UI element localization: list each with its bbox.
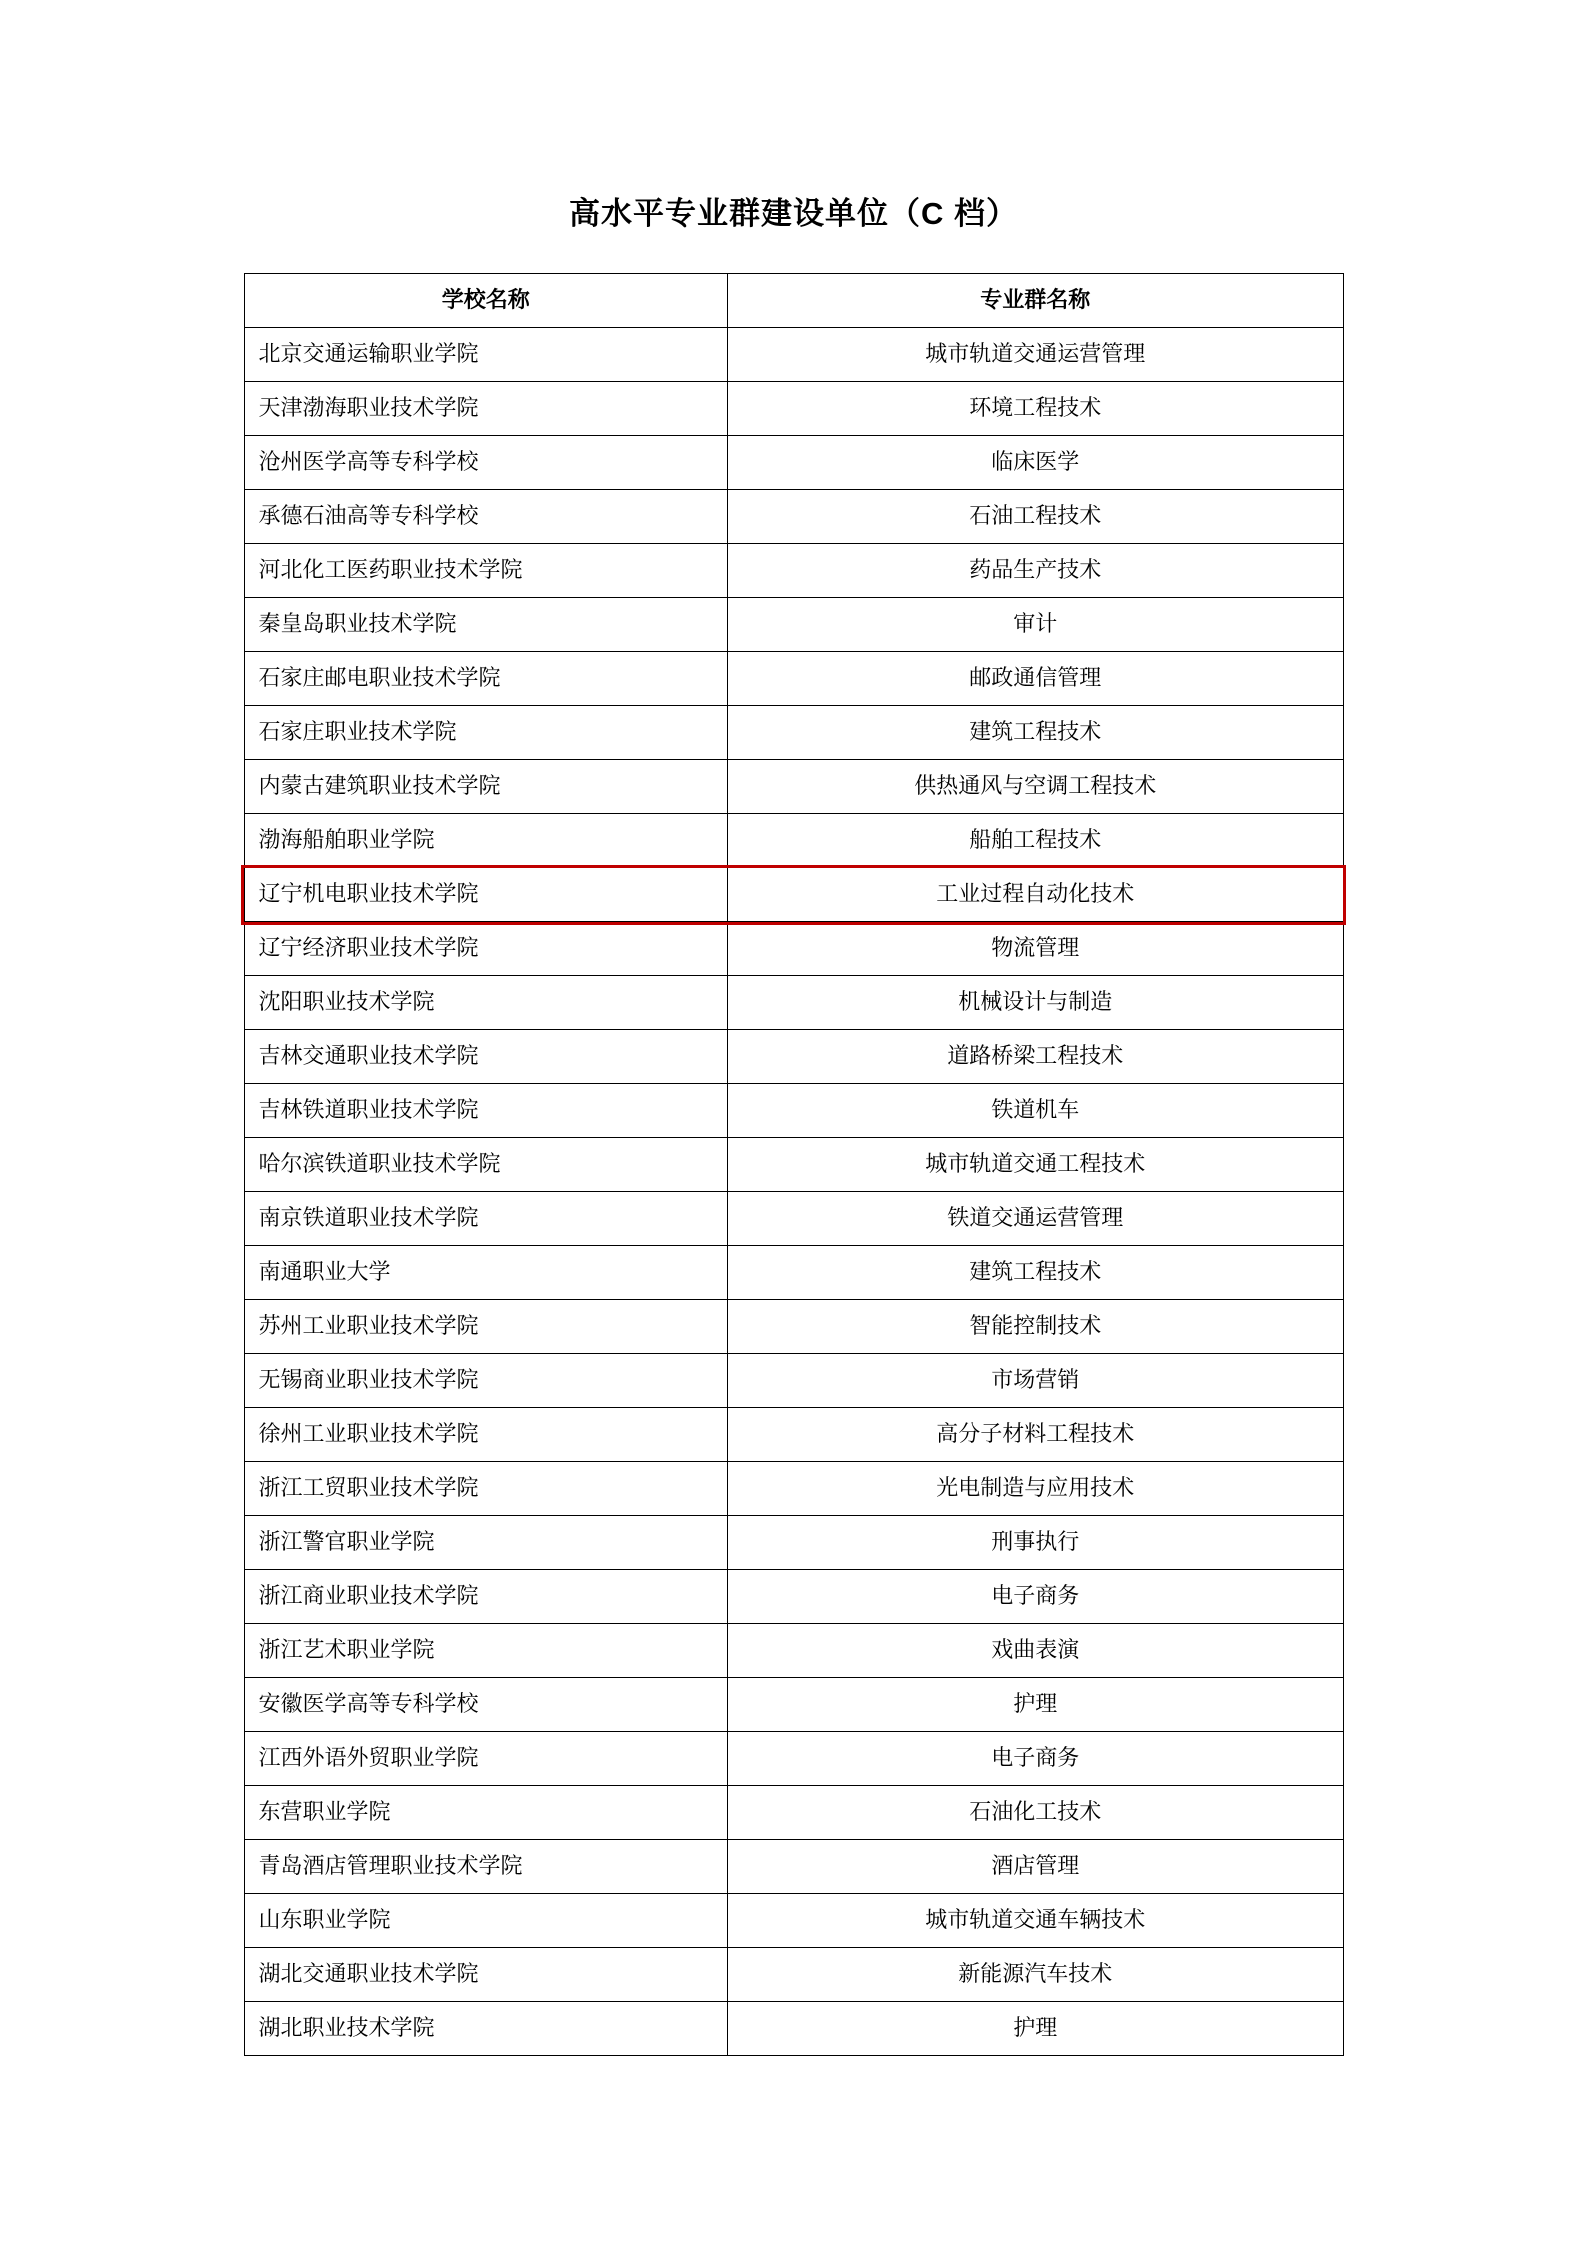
cell-group-name: 城市轨道交通运营管理: [728, 328, 1343, 382]
table-row: [244, 382, 1343, 436]
cell-group-name: 高分子材料工程技术: [728, 1408, 1343, 1462]
table-row: [244, 1624, 1343, 1678]
cell-school-name: 秦皇岛职业技术学院: [244, 598, 728, 652]
page-title: 高水平专业群建设单位（C 档）: [569, 196, 1018, 231]
cell-school-name: 浙江艺术职业学院: [244, 1624, 728, 1678]
table-row: [244, 922, 1343, 976]
table-row: [244, 1678, 1343, 1732]
table-row: [244, 814, 1343, 868]
cell-school-name: 河北化工医药职业技术学院: [244, 544, 728, 598]
cell-school-name: 吉林铁道职业技术学院: [244, 1084, 728, 1138]
cell-group-name: 新能源汽车技术: [728, 1948, 1343, 2002]
table-row: [244, 328, 1343, 382]
cell-school-name: 无锡商业职业技术学院: [244, 1354, 728, 1408]
cell-group-name: 戏曲表演: [728, 1624, 1343, 1678]
cell-school-name: 江西外语外贸职业学院: [244, 1732, 728, 1786]
cell-group-name: 石油工程技术: [728, 490, 1343, 544]
table-row: [244, 2002, 1343, 2056]
table-row: [244, 1084, 1343, 1138]
cell-group-name: 临床医学: [728, 436, 1343, 490]
cell-group-name: 护理: [728, 1678, 1343, 1732]
table-row: [244, 1192, 1343, 1246]
table-row: [244, 1408, 1343, 1462]
cell-school-name: 哈尔滨铁道职业技术学院: [244, 1138, 728, 1192]
column-header-school: 学校名称: [244, 274, 728, 328]
cell-group-name: 光电制造与应用技术: [728, 1462, 1343, 1516]
cell-school-name: 浙江工贸职业技术学院: [244, 1462, 728, 1516]
cell-school-name: 石家庄邮电职业技术学院: [244, 652, 728, 706]
cell-group-name: 建筑工程技术: [728, 1246, 1343, 1300]
cell-school-name: 东营职业学院: [244, 1786, 728, 1840]
cell-school-name: 沈阳职业技术学院: [244, 976, 728, 1030]
cell-school-name: 南通职业大学: [244, 1246, 728, 1300]
cell-school-name: 辽宁机电职业技术学院: [244, 868, 728, 922]
cell-group-name: 智能控制技术: [728, 1300, 1343, 1354]
cell-group-name: 市场营销: [728, 1354, 1343, 1408]
cell-school-name: 浙江警官职业学院: [244, 1516, 728, 1570]
table-row: [244, 652, 1343, 706]
table-row: [244, 1354, 1343, 1408]
table-row: [244, 1840, 1343, 1894]
cell-group-name: 供热通风与空调工程技术: [728, 760, 1343, 814]
cell-group-name: 城市轨道交通工程技术: [728, 1138, 1343, 1192]
table-row: [244, 436, 1343, 490]
table-row: [244, 1462, 1343, 1516]
table-header-row: [244, 274, 1343, 328]
table-container: [244, 273, 1344, 2056]
cell-group-name: 石油化工技术: [728, 1786, 1343, 1840]
table-row: [244, 1516, 1343, 1570]
cell-group-name: 酒店管理: [728, 1840, 1343, 1894]
table-row: [244, 598, 1343, 652]
cell-group-name: 邮政通信管理: [728, 652, 1343, 706]
cell-group-name: 药品生产技术: [728, 544, 1343, 598]
cell-school-name: 沧州医学高等专科学校: [244, 436, 728, 490]
cell-group-name: 工业过程自动化技术: [728, 868, 1343, 922]
table-row: [244, 1894, 1343, 1948]
cell-school-name: 湖北交通职业技术学院: [244, 1948, 728, 2002]
table-row: [244, 1732, 1343, 1786]
cell-group-name: 物流管理: [728, 922, 1343, 976]
cell-school-name: 湖北职业技术学院: [244, 2002, 728, 2056]
table-row: [244, 1300, 1343, 1354]
cell-school-name: 北京交通运输职业学院: [244, 328, 728, 382]
cell-group-name: 电子商务: [728, 1732, 1343, 1786]
cell-school-name: 渤海船舶职业学院: [244, 814, 728, 868]
cell-group-name: 铁道交通运营管理: [728, 1192, 1343, 1246]
cell-group-name: 审计: [728, 598, 1343, 652]
cell-group-name: 机械设计与制造: [728, 976, 1343, 1030]
cell-group-name: 刑事执行: [728, 1516, 1343, 1570]
cell-school-name: 苏州工业职业技术学院: [244, 1300, 728, 1354]
cell-group-name: 电子商务: [728, 1570, 1343, 1624]
cell-school-name: 安徽医学高等专科学校: [244, 1678, 728, 1732]
cell-school-name: 山东职业学院: [244, 1894, 728, 1948]
table-row: [244, 976, 1343, 1030]
cell-school-name: 青岛酒店管理职业技术学院: [244, 1840, 728, 1894]
column-header-group: 专业群名称: [728, 274, 1343, 328]
table-row: [244, 1948, 1343, 2002]
table-row: [244, 544, 1343, 598]
table-row: [244, 760, 1343, 814]
cell-group-name: 船舶工程技术: [728, 814, 1343, 868]
cell-group-name: 环境工程技术: [728, 382, 1343, 436]
table-row: [244, 868, 1343, 922]
table-row: [244, 490, 1343, 544]
table-row: [244, 1786, 1343, 1840]
table-row: [244, 1030, 1343, 1084]
cell-group-name: 铁道机车: [728, 1084, 1343, 1138]
cell-school-name: 吉林交通职业技术学院: [244, 1030, 728, 1084]
table-row: [244, 1138, 1343, 1192]
cell-school-name: 天津渤海职业技术学院: [244, 382, 728, 436]
table-header: [244, 274, 1343, 328]
schools-table: [244, 273, 1344, 2056]
cell-school-name: 内蒙古建筑职业技术学院: [244, 760, 728, 814]
table-body: [244, 328, 1343, 2056]
cell-group-name: 建筑工程技术: [728, 706, 1343, 760]
cell-school-name: 石家庄职业技术学院: [244, 706, 728, 760]
cell-school-name: 徐州工业职业技术学院: [244, 1408, 728, 1462]
cell-school-name: 浙江商业职业技术学院: [244, 1570, 728, 1624]
cell-group-name: 城市轨道交通车辆技术: [728, 1894, 1343, 1948]
cell-school-name: 南京铁道职业技术学院: [244, 1192, 728, 1246]
table-row: [244, 1570, 1343, 1624]
table-row: [244, 706, 1343, 760]
cell-group-name: 道路桥梁工程技术: [728, 1030, 1343, 1084]
cell-school-name: 承德石油高等专科学校: [244, 490, 728, 544]
cell-group-name: 护理: [728, 2002, 1343, 2056]
cell-school-name: 辽宁经济职业技术学院: [244, 922, 728, 976]
table-row: [244, 1246, 1343, 1300]
